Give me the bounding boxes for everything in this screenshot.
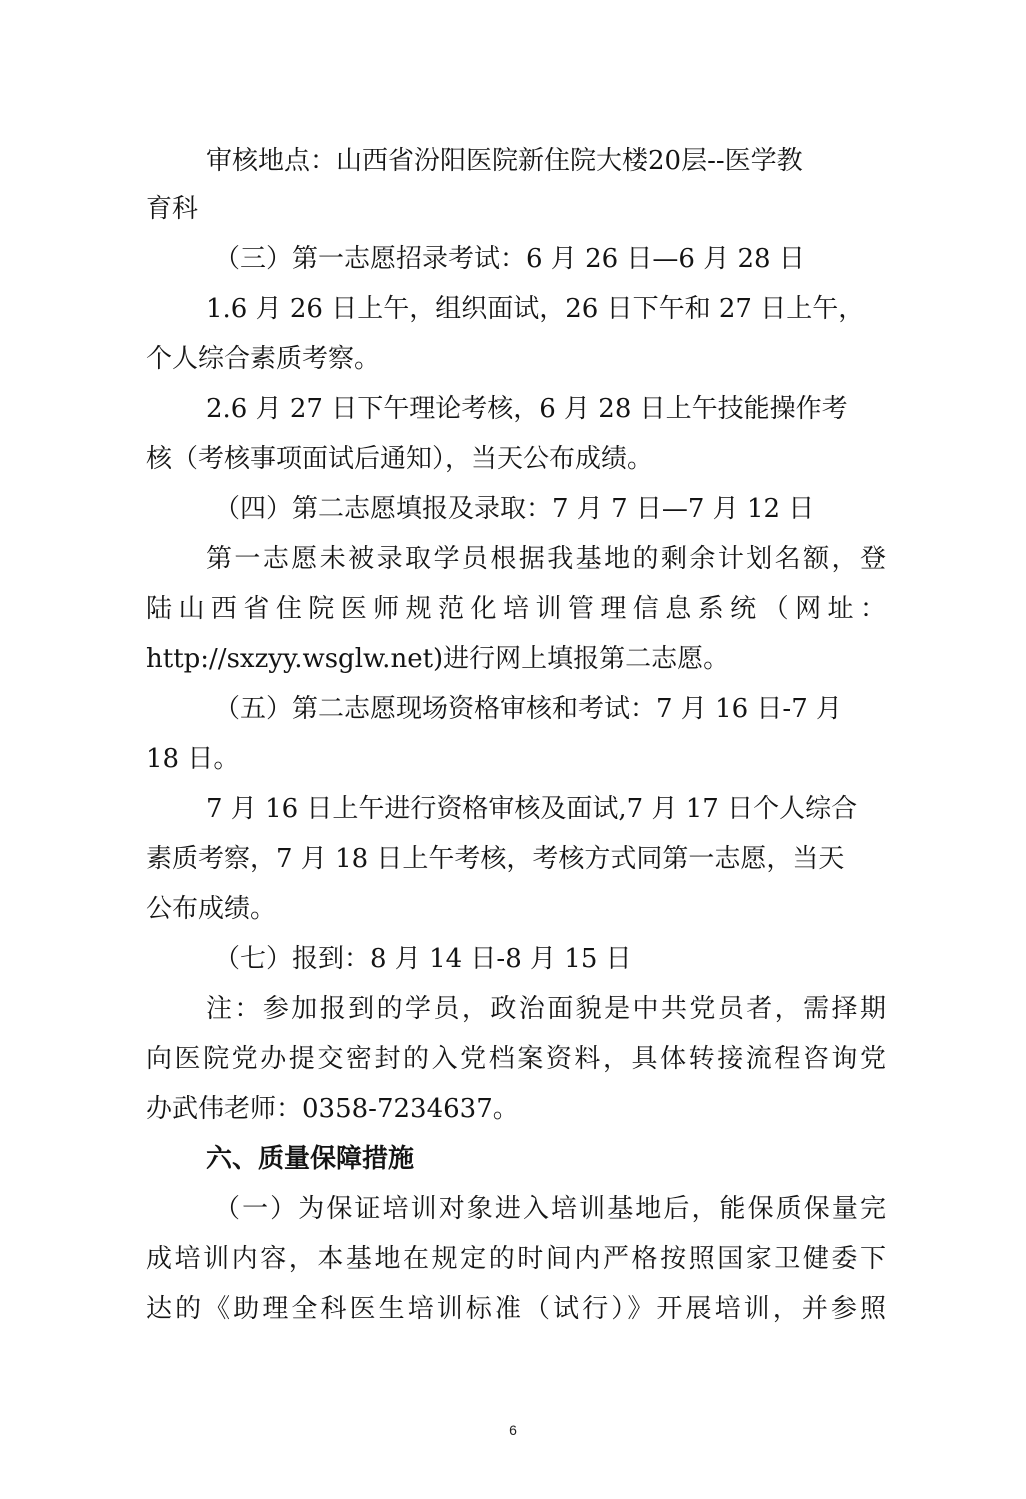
text-line: 核（考核事项面试后通知），当天公布成绩。 [146,444,654,474]
text-line: 向医院党办提交密封的入党档案资料，具体转接流程咨询党 [146,1044,886,1074]
text-line: （一）为保证培训对象进入培训基地后，能保质保量完 [214,1194,886,1224]
text-line: 7 月 16 日上午进行资格审核及面试,7 月 17 日个人综合 [206,794,858,824]
text-line: 个人综合素质考察。 [146,344,381,374]
text-line: 18 日。 [146,744,240,774]
text-line: 注：参加报到的学员，政治面貌是中共党员者，需择期 [206,994,886,1024]
text-line: 素质考察，7 月 18 日上午考核，考核方式同第一志愿，当天 [146,844,845,874]
text-line: 公布成绩。 [146,894,277,924]
text-line: 2.6 月 27 日下午理论考核，6 月 28 日上午技能操作考 [206,394,848,424]
text-line: 成培训内容，本基地在规定的时间内严格按照国家卫健委下 [146,1244,886,1274]
text-line: 办武伟老师：0358-7234637。 [146,1094,519,1124]
section-heading-5: （五）第二志愿现场资格审核和考试：7 月 16 日-7 月 [214,694,843,724]
section-heading-7: （七）报到：8 月 14 日-8 月 15 日 [214,944,632,974]
text-line: 1.6 月 26 日上午，组织面试，26 日下午和 27 日上午， [206,294,865,324]
section-title: 六、质量保障措施 [206,1144,415,1174]
page-number: 6 [509,1422,517,1438]
text-line: 育科 [146,194,199,224]
text-line: 第一志愿未被录取学员根据我基地的剩余计划名额，登 [206,544,886,574]
text-line: 陆山西省住院医师规范化培训管理信息系统（网址： [146,594,886,624]
text-line: 审核地点：山西省汾阳医院新住院大楼20层--医学教 [206,146,803,176]
url-text-line: http://sxzyy.wsglw.net)进行网上填报第二志愿。 [146,644,730,674]
section-heading-3: （三）第一志愿招录考试：6 月 26 日—6 月 28 日 [214,244,805,274]
text-line: 达的《助理全科医生培训标准（试行）》开展培训，并参照 [146,1294,886,1324]
section-heading-4: （四）第二志愿填报及录取：7 月 7 日—7 月 12 日 [214,494,815,524]
